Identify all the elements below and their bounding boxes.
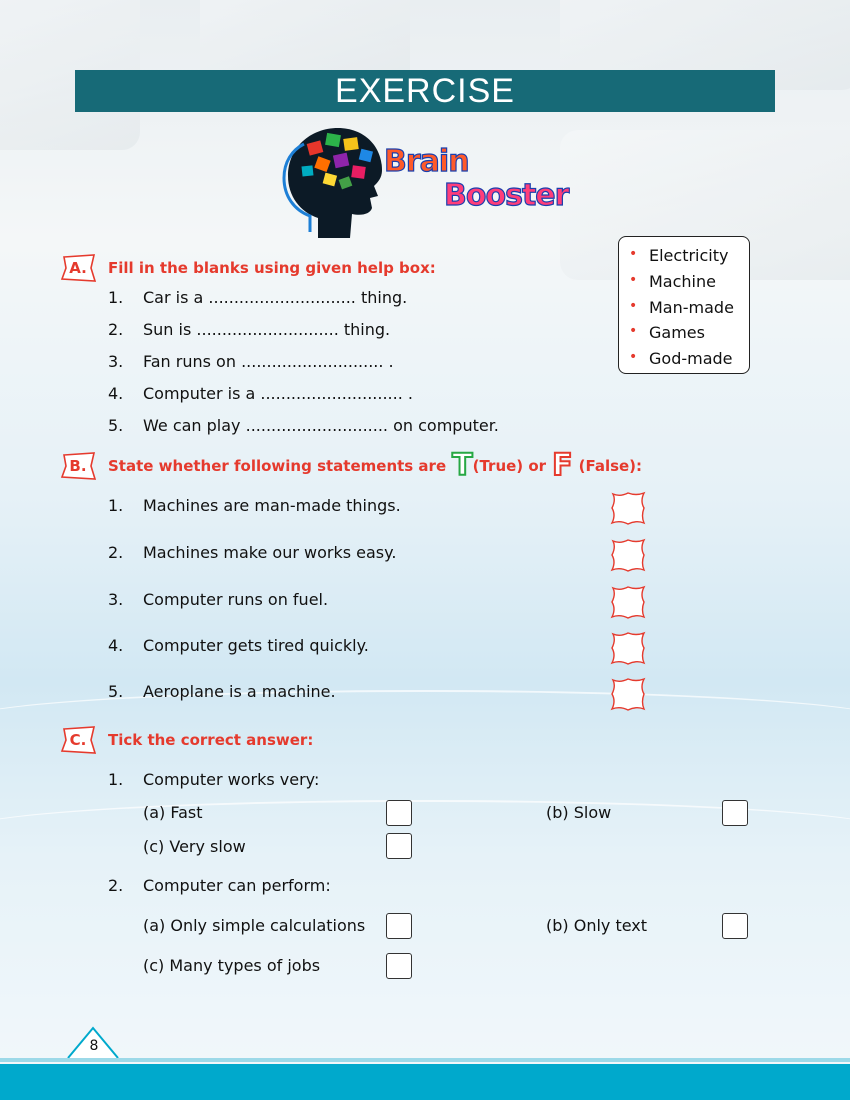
- section-c-tag: C.: [60, 726, 96, 754]
- false-label: (False):: [578, 457, 643, 475]
- answer-checkbox[interactable]: [722, 913, 748, 939]
- true-false-answer-box[interactable]: [610, 631, 646, 665]
- true-false-answer-box[interactable]: [610, 677, 646, 711]
- section-b-instruction: State whether following statements are: [108, 457, 447, 475]
- fill-blank-item: 3. Fan runs on ............................ .: [108, 352, 394, 371]
- statement-item: 3. Computer runs on fuel.: [108, 590, 329, 609]
- answer-option: (b) Only text: [546, 916, 648, 935]
- answer-checkbox[interactable]: [386, 913, 412, 939]
- answer-option: (a) Fast: [143, 803, 203, 822]
- statement-item: 1. Machines are man-made things.: [108, 496, 401, 515]
- help-box: [618, 236, 750, 374]
- answer-checkbox[interactable]: [386, 800, 412, 826]
- section-c-instruction: Tick the correct answer:: [108, 731, 314, 749]
- exercise-banner: [75, 70, 775, 112]
- answer-option: (c) Many types of jobs: [143, 956, 321, 975]
- booster-word: Booster: [444, 178, 569, 213]
- true-false-answer-box[interactable]: [610, 538, 646, 572]
- statement-item: 2. Machines make our works easy.: [108, 543, 397, 562]
- page-title: EXERCISE: [335, 71, 515, 110]
- answer-checkbox[interactable]: [722, 800, 748, 826]
- answer-option: (b) Slow: [546, 803, 612, 822]
- question-item: 2. Computer can perform:: [108, 876, 331, 895]
- question-item: 1. Computer works very:: [108, 770, 320, 789]
- true-false-answer-box[interactable]: [610, 491, 646, 525]
- footer-bar: [0, 1064, 850, 1100]
- fill-blank-item: 1. Car is a ............................. thing.: [108, 288, 408, 307]
- help-word: • Man-made: [629, 295, 749, 321]
- fill-blank-item: 5. We can play ............................ on computer.: [108, 416, 499, 435]
- statement-item: 4. Computer gets tired quickly.: [108, 636, 369, 655]
- false-letter-icon: F: [552, 448, 573, 483]
- answer-checkbox[interactable]: [386, 953, 412, 979]
- section-b-tag: B.: [60, 452, 96, 480]
- statement-item: 5. Aeroplane is a machine.: [108, 682, 336, 701]
- brain-word: Brain: [384, 144, 469, 179]
- true-letter-icon: T: [452, 448, 473, 483]
- help-word: • God-made: [629, 346, 749, 372]
- answer-checkbox[interactable]: [386, 833, 412, 859]
- true-label: (True) or: [472, 457, 547, 475]
- section-a-instruction: Fill in the blanks using given help box:: [108, 259, 436, 277]
- help-word: • Electricity: [629, 243, 749, 269]
- answer-option: (a) Only simple calculations: [143, 916, 366, 935]
- help-word: • Games: [629, 320, 749, 346]
- head-silhouette-icon: [278, 122, 388, 240]
- brain-booster-logo: [278, 122, 578, 240]
- section-a-tag: A.: [60, 254, 96, 282]
- section-b-heading: [60, 448, 643, 483]
- section-a-heading: [60, 254, 436, 282]
- fill-blank-item: 2. Sun is ............................ thing.: [108, 320, 391, 339]
- fill-blank-item: 4. Computer is a ............................ .: [108, 384, 413, 403]
- footer-divider: [0, 1058, 850, 1062]
- section-c-heading: [60, 726, 313, 754]
- page-number: 8: [89, 1038, 99, 1054]
- answer-option: (c) Very slow: [143, 837, 246, 856]
- true-false-answer-box[interactable]: [610, 585, 646, 619]
- help-word: • Machine: [629, 269, 749, 295]
